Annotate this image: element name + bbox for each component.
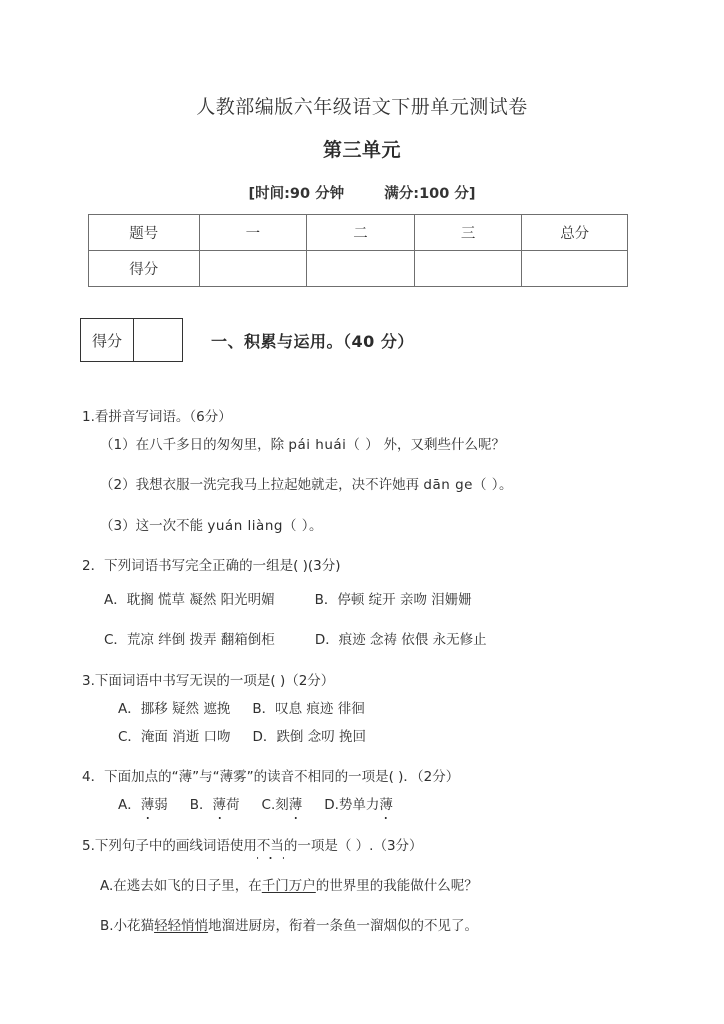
q2-opt-b-letter: B． <box>314 592 338 609</box>
score-table-header-4: 总分 <box>522 215 628 251</box>
question-4-options-row <box>118 796 724 814</box>
question-1-sub-2 <box>100 476 724 494</box>
question-2-stem: 2．下列词语书写完全正确的一组是( )(3分) <box>82 557 341 574</box>
exam-meta <box>0 182 724 203</box>
q5-stem-dot: 不当 <box>256 837 284 854</box>
score-table <box>88 214 628 287</box>
section-heading: 一、积累与运用。（40 分） <box>211 331 414 351</box>
q1-2-suffix: 。 <box>499 477 513 494</box>
defen-input[interactable] <box>134 319 182 361</box>
table-row <box>89 251 628 287</box>
q5-opt-b-letter: B. <box>100 918 114 935</box>
score-table-header-0: 题号 <box>89 215 200 251</box>
q2-opt-c-text[interactable]: 荒凉 绊倒 拨弄 翻箱倒柜 <box>126 632 275 649</box>
score-cell-2[interactable] <box>307 251 415 287</box>
question-5-stem <box>82 837 724 855</box>
q3-opt-a-text[interactable]: 挪移 疑然 遮挽 <box>140 700 231 717</box>
q3-opt-d-text[interactable]: 跌倒 念叨 挽回 <box>276 728 367 745</box>
q4-opt-a-post: 弱 <box>154 797 168 814</box>
question-1-sub-1 <box>100 436 724 454</box>
question-1-sub-3 <box>100 517 724 535</box>
q5-opt-b-underlined[interactable]: 轻轻悄悄 <box>154 918 209 935</box>
score-row-label: 得分 <box>89 251 200 287</box>
question-2-options-row-1 <box>104 591 724 609</box>
q4-opt-a-letter: A． <box>118 797 141 814</box>
q5-stem-pre: 5.下列句子中的画线词语使用 <box>82 837 257 854</box>
q1-1-prefix: （1）在八千多日的匆匆里，除 <box>100 437 289 454</box>
q1-2-blank[interactable]: （ ） <box>472 477 500 494</box>
q1-3-prefix: （3）这一次不能 <box>100 517 208 534</box>
question-5-option-b <box>100 917 724 935</box>
defen-label: 得分 <box>81 319 134 361</box>
q1-2-prefix: （2）我想衣服一洗完我马上拉起她就走，决不许她再 <box>100 477 424 494</box>
question-4-stem <box>82 768 724 786</box>
q4-opt-d-pre: 势单力 <box>338 797 380 814</box>
q3-opt-c-text[interactable]: 淹面 消逝 口吻 <box>140 728 231 745</box>
q2-opt-a-letter: A． <box>104 592 127 609</box>
q3-opt-b-letter: B． <box>252 700 276 717</box>
q4-opt-c-pre: 刻 <box>275 797 289 814</box>
question-3-options-row-1 <box>118 700 724 718</box>
q5-opt-a-letter: A. <box>100 877 114 894</box>
question-2-options-row-2 <box>104 631 724 649</box>
question-5-option-a <box>100 877 724 895</box>
q5-stem-post[interactable]: 的一项是（ ）.（3分） <box>283 837 423 854</box>
q4-opt-c-dot[interactable]: 薄 <box>288 797 303 814</box>
q1-3-suffix: 。 <box>309 517 323 534</box>
q2-opt-c-letter: C． <box>104 632 127 649</box>
q1-3-blank[interactable]: （ ） <box>282 517 310 534</box>
score-table-header-1: 一 <box>199 215 307 251</box>
q3-opt-b-text[interactable]: 叹息 痕迹 徘徊 <box>275 700 365 717</box>
questions-body <box>0 408 724 935</box>
q5-opt-a-pre: 在逃去如飞的日子里，在 <box>113 877 262 894</box>
q4-opt-b-dot[interactable]: 薄 <box>212 797 227 814</box>
exam-total: 满分:100 分] <box>384 186 476 202</box>
q5-opt-b-pre: 小花猫 <box>113 918 155 935</box>
table-row <box>89 215 628 251</box>
q5-opt-a-underlined[interactable]: 千门万户 <box>261 877 316 894</box>
score-table-header-3: 三 <box>414 215 522 251</box>
q4-opt-d-dot[interactable]: 薄 <box>379 797 393 814</box>
q1-1-pinyin: pái huái <box>288 437 347 454</box>
defen-box <box>80 318 183 362</box>
q4-opt-a-dot[interactable]: 薄 <box>140 797 155 814</box>
section-header <box>80 318 414 362</box>
q5-opt-b-post: 地溜进厨房，衔着一条鱼一溜烟似的不见了。 <box>208 918 479 935</box>
q4-stem-text: 4．下面加点的“薄”与“薄雾”的读音不相同的一项是( )．（2分） <box>82 769 460 786</box>
exam-time: [时间:90 分钟 <box>248 186 345 202</box>
q1-2-pinyin: dān ge <box>423 477 473 494</box>
q1-3-pinyin: yuán liàng <box>207 517 283 534</box>
score-table-header-2: 二 <box>307 215 415 251</box>
q2-opt-b-text[interactable]: 停顿 绽开 亲吻 泪姗姗 <box>337 592 472 609</box>
q3-opt-d-letter: D． <box>252 728 277 745</box>
q2-opt-a-text[interactable]: 耽搁 慌草 凝然 阳光明媚 <box>126 592 275 609</box>
q2-opt-d-text[interactable]: 痕迹 念祷 依偎 永无修止 <box>338 632 487 649</box>
score-cell-3[interactable] <box>414 251 522 287</box>
page-title: 人教部编版六年级语文下册单元测试卷 <box>196 96 528 118</box>
question-3-stem: 3.下面词语中书写无误的一项是( )（2分） <box>82 672 335 689</box>
q4-opt-b-letter: B． <box>189 797 213 814</box>
score-cell-1[interactable] <box>199 251 307 287</box>
q1-1-blank[interactable]: （ ） <box>346 437 380 454</box>
q4-opt-d-letter: D. <box>324 797 339 814</box>
question-1-stem: 1.看拼音写词语。（6分） <box>82 409 232 425</box>
score-cell-total[interactable] <box>522 251 628 287</box>
question-3-options-row-2 <box>118 728 724 746</box>
q2-opt-d-letter: D． <box>314 632 339 649</box>
q4-opt-b-post: 荷 <box>226 797 240 814</box>
unit-title: 第三单元 <box>322 139 401 161</box>
q4-opt-c-letter: C. <box>261 797 276 814</box>
q1-1-suffix: 外，又剩些什么呢？ <box>379 437 506 454</box>
q5-opt-a-post: 的世界里的我能做什么呢？ <box>315 877 478 894</box>
q3-opt-a-letter: A． <box>118 700 141 717</box>
q3-opt-c-letter: C． <box>118 728 141 745</box>
